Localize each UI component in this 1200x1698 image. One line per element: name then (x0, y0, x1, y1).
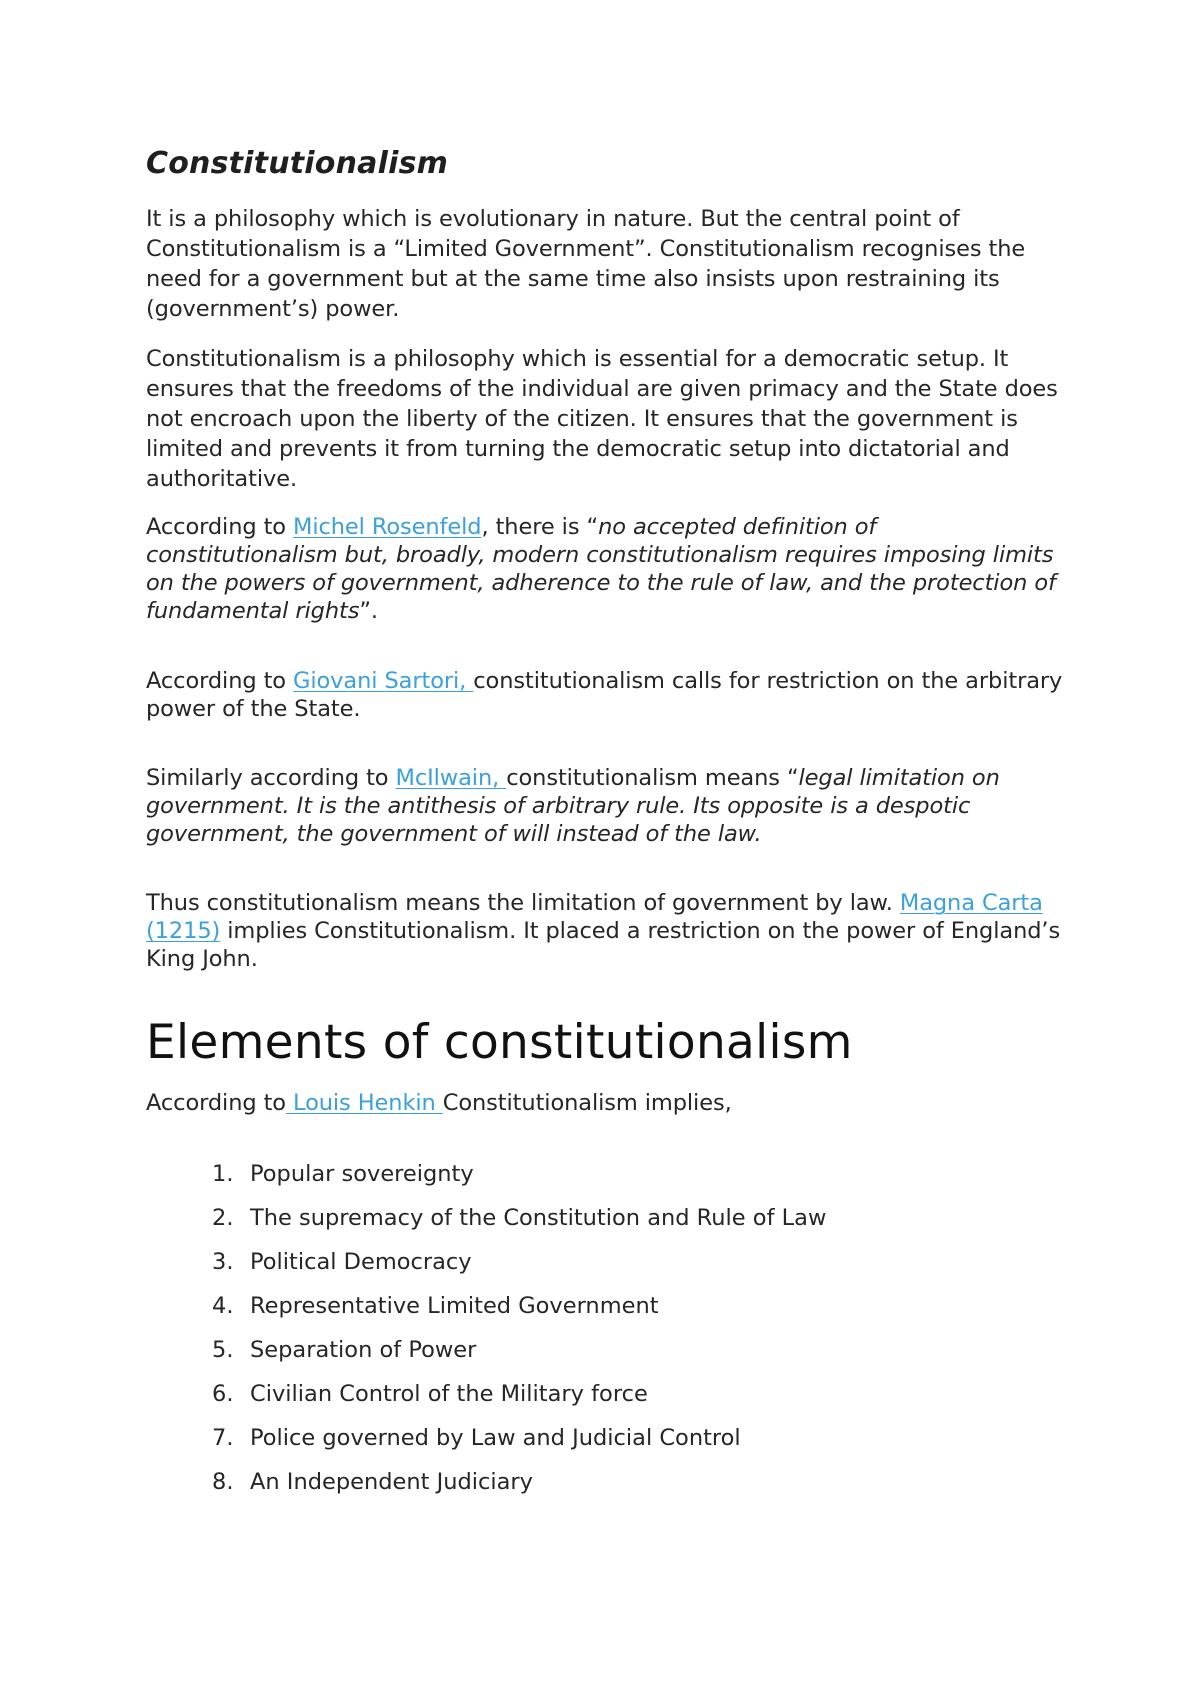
link-magna-carta[interactable]: Magna Carta (1215) (146, 890, 1043, 944)
mcilwain-quote: legal limitation on government. It is the antithesis of arbitrary rule. Its opposite is a despotic government, the government of will instead of the law. (146, 765, 1000, 847)
list-item (146, 1328, 1066, 1372)
list-item-text: Civilian Control of the Military force (250, 1381, 648, 1407)
list-item-number: 8. (212, 1469, 234, 1495)
elements-intro-prefix: According to (146, 1090, 286, 1116)
paragraph-mcilwain-middle: constitutionalism means “ (506, 765, 799, 791)
paragraph-rosenfeld (146, 513, 1066, 625)
list-item-number: 6. (212, 1381, 234, 1407)
paragraph-magna-carta (146, 889, 1066, 973)
paragraph-sartori-prefix: According to (146, 668, 294, 694)
paragraph-rosenfeld-suffix: ”. (359, 598, 378, 624)
paragraph-mcilwain-prefix: Similarly according to (146, 765, 396, 791)
paragraph-magna-carta-suffix: implies Constitutionalism. It placed a restriction on the power of England’s King John. (146, 918, 1061, 972)
elements-list (146, 1152, 1066, 1504)
list-item-text: Popular sovereignty (250, 1161, 474, 1187)
elements-intro (146, 1088, 1066, 1118)
elements-intro-suffix: Constitutionalism implies, (442, 1090, 732, 1116)
document-title: Constitutionalism (146, 146, 449, 181)
list-item-number: 2. (212, 1205, 234, 1231)
paragraph-intro: It is a philosophy which is evolutionary in nature. But the central point of Constitutionalism is a “Limited Government”. Constitutionalism recognises the need for a government but at the same time also insists upon restraining its (government’s) power. (146, 206, 1026, 322)
paragraph-sartori (146, 667, 1066, 723)
elements-heading: Elements of constitutionalism (146, 1015, 853, 1070)
list-item-text: An Independent Judiciary (250, 1469, 533, 1495)
paragraph-rosenfeld-prefix: According to (146, 514, 294, 540)
list-item (146, 1372, 1066, 1416)
paragraph-democratic-setup: Constitutionalism is a philosophy which is essential for a democratic setup. It ensures that the freedoms of the individual are given primacy and the State does not encroach upon the liberty of the citizen. It ensures that the government is limited and prevents it from turning the democratic setup into dictatorial and authoritative. (146, 346, 1058, 492)
list-item-number: 3. (212, 1249, 234, 1275)
paragraph-magna-carta-prefix: Thus constitutionalism means the limitation of government by law. (146, 890, 900, 916)
list-item-number: 5. (212, 1337, 234, 1363)
list-item (146, 1416, 1066, 1460)
list-item-text: Political Democracy (250, 1249, 472, 1275)
paragraph-rosenfeld-middle: , there is “ (481, 514, 599, 540)
paragraph-sartori-suffix: constitutionalism calls for restriction on the arbitrary power of the State. (146, 668, 1063, 722)
list-item (146, 1152, 1066, 1196)
list-item-text: Separation of Power (250, 1337, 477, 1363)
link-giovani-sartori[interactable]: Giovani Sartori, (293, 668, 474, 694)
rosenfeld-quote: no accepted definition of constitutionalism but, broadly, modern constitutionalism requires imposing limits on the powers of government, adherence to the rule of law, and the protection of fundamental rights (146, 514, 1056, 624)
list-item-number: 7. (212, 1425, 234, 1451)
list-item-text: The supremacy of the Constitution and Rule of Law (250, 1205, 827, 1231)
list-item-text: Representative Limited Government (250, 1293, 659, 1319)
list-item (146, 1460, 1066, 1504)
list-item-number: 1. (212, 1161, 234, 1187)
list-item-text: Police governed by Law and Judicial Control (250, 1425, 741, 1451)
link-michel-rosenfeld[interactable]: Michel Rosenfeld (293, 514, 482, 540)
list-item (146, 1284, 1066, 1328)
link-louis-henkin[interactable]: Louis Henkin (285, 1090, 443, 1116)
list-item-number: 4. (212, 1293, 234, 1319)
list-item (146, 1240, 1066, 1284)
list-item (146, 1196, 1066, 1240)
paragraph-mcilwain (146, 764, 1066, 848)
link-mcilwain[interactable]: McIlwain, (395, 765, 507, 791)
